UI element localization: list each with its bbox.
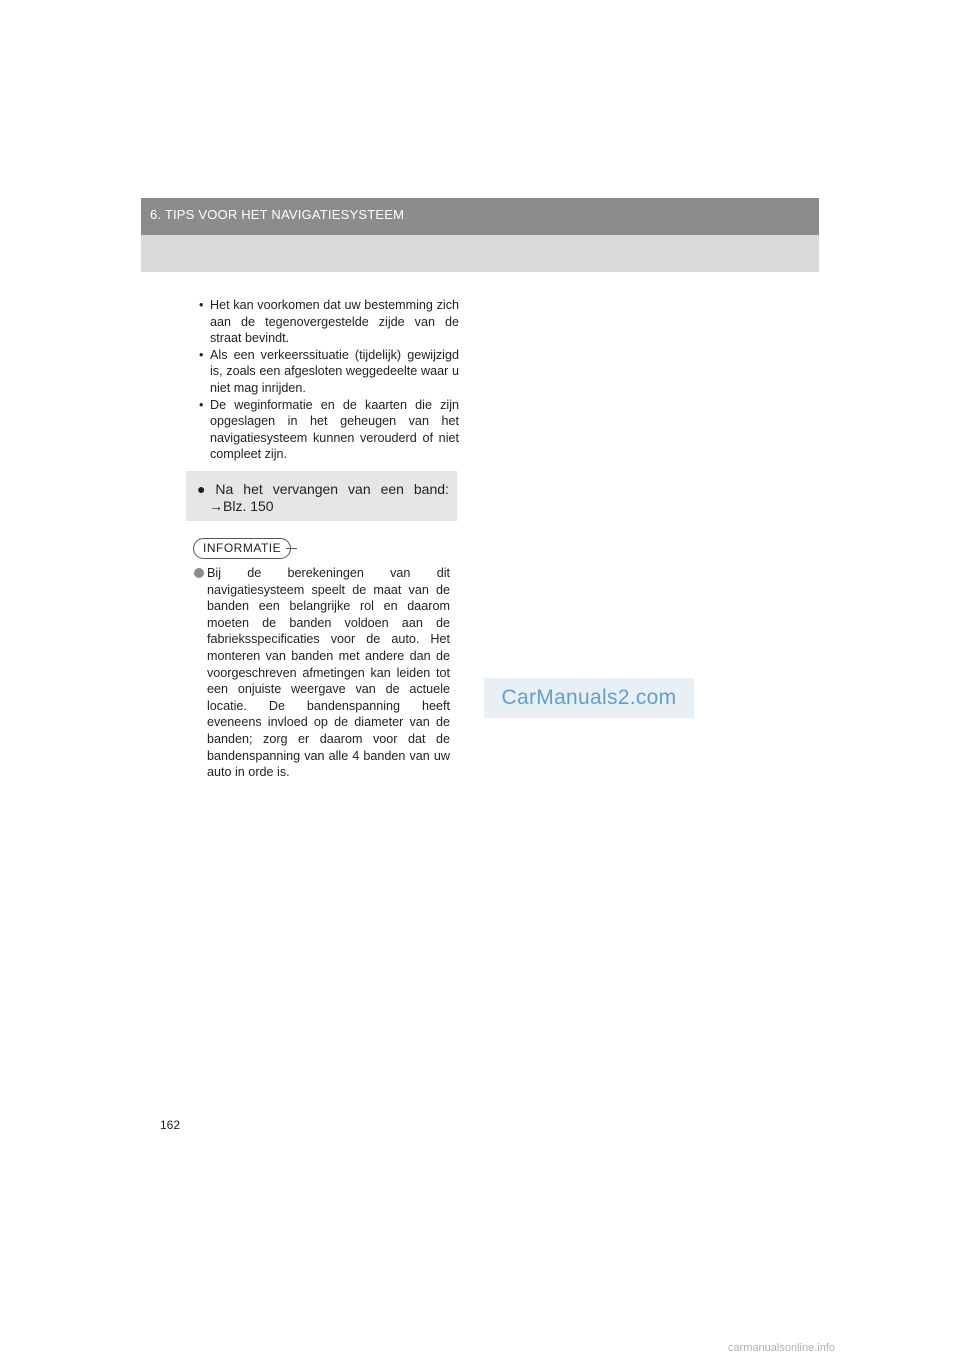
page-reference-text: Blz. 150 [223, 498, 274, 514]
bullet-list [199, 297, 459, 463]
header-subbar [141, 235, 819, 272]
heading-word: het [243, 481, 263, 497]
bullet-circle-icon [194, 568, 204, 578]
info-label: INFORMATIE [193, 538, 291, 559]
arrow-right-icon: → [209, 498, 223, 514]
bullet-dot-icon: ● [197, 481, 206, 497]
heading-word: van [348, 481, 371, 497]
page-number: 162 [160, 1118, 181, 1132]
tire-change-note [186, 471, 457, 521]
section-title: 6. TIPS VOOR HET NAVIGATIESYSTEEM [150, 207, 405, 222]
bullet-item-2: • Als een verkeerssituatie (tijdelijk) gewijzigd is, zoals een afgesloten weggedeelte waar u niet mag inrijden. [199, 347, 459, 397]
info-text: Bij de berekeningen van dit navigatiesysteem speelt de maat van de banden een belangrijke rol en daarom moeten de banden voldoen aan de fabrieksspecificaties voor de auto. Het monteren van banden met andere dan de voorgeschreven afmetingen kan leiden tot een onjuiste weergave van de actuele locatie. De bandenspanning heeft eveneens invloed op de diameter van de banden; zorg er daarom voor dat de bandenspanning van alle 4 banden van uw auto in orde is. [207, 566, 450, 780]
heading-word: een [380, 481, 404, 497]
heading-word: band: [413, 481, 449, 497]
heading-word: Na [215, 481, 234, 497]
watermark-text: CarManuals2.com [501, 686, 677, 709]
watermark-logo[interactable] [484, 678, 694, 718]
footer-url[interactable]: carmanualsonline.info [728, 1342, 836, 1354]
page-reference-link[interactable] [209, 498, 274, 515]
info-divider [286, 548, 297, 549]
bullet-item-3: • De weginformatie en de kaarten die zijn opgeslagen in het geheugen van het navigatiesysteem kunnen verouderd of niet compleet zijn. [199, 397, 459, 463]
bullet-item-1: • Het kan voorkomen dat uw bestemming zich aan de tegenovergestelde zijde van de straat bevindt. [199, 297, 459, 347]
info-item [194, 565, 450, 781]
tire-change-heading [197, 481, 449, 498]
heading-word: vervangen [272, 481, 339, 497]
